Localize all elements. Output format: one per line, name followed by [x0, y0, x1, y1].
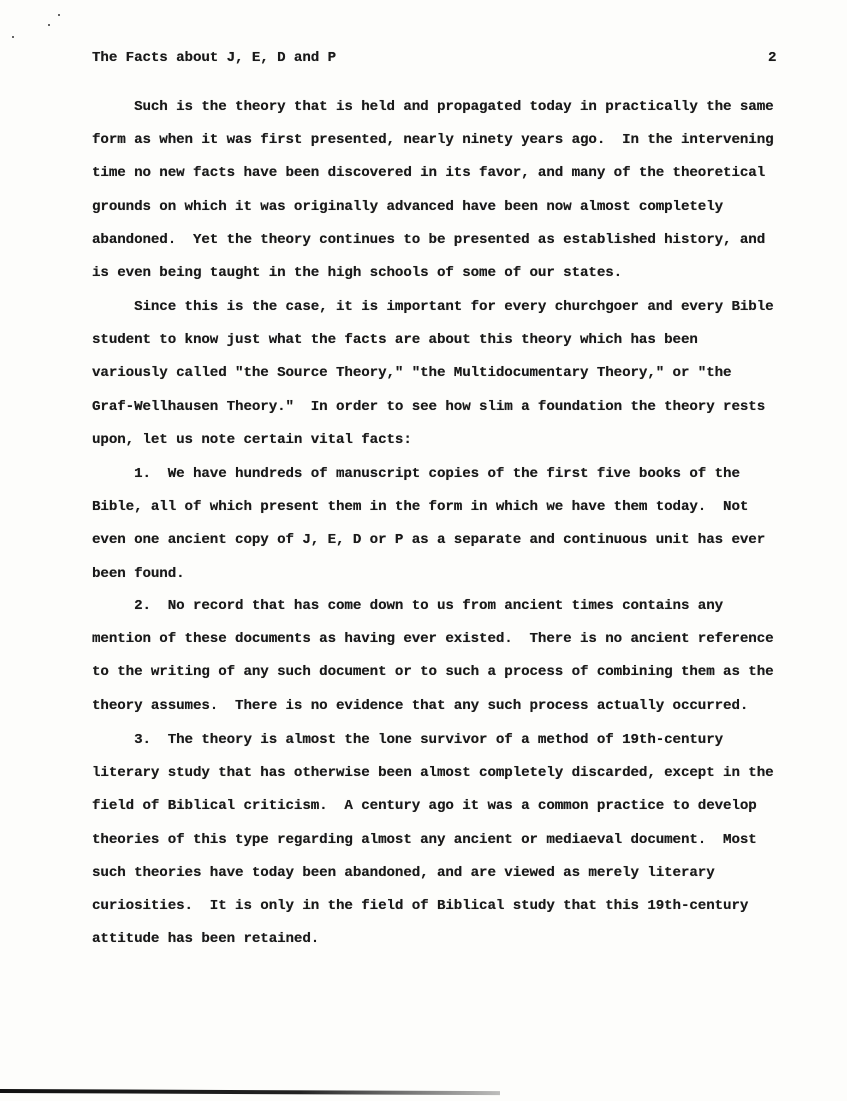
text-line: grounds on which it was originally advanced have been now almost completely — [92, 198, 724, 215]
paper-speck — [58, 14, 60, 16]
text-line: form as when it was first presented, nearly ninety years ago. In the intervening — [92, 132, 774, 149]
paper-speck — [12, 36, 14, 38]
text-line: is even being taught in the high schools of some of our states. — [92, 265, 623, 281]
text-line: upon, let us note certain vital facts: — [92, 431, 412, 448]
text-line: student to know just what the facts are about this theory which has been — [92, 332, 698, 349]
text-line: to the writing of any such document or to such a process of combining them as the — [92, 664, 774, 681]
paper-speck — [48, 24, 50, 26]
text-line: 3. The theory is almost the lone survivor of a method of 19th-century — [92, 732, 724, 748]
text-line: field of Biblical criticism. A century ago it was a common practice to develop — [92, 798, 757, 815]
page-number: 2 — [768, 50, 777, 66]
bottom-edge-rule — [0, 1089, 500, 1095]
text-line: 1. We have hundreds of manuscript copies of the first five books of the — [92, 466, 740, 482]
text-line: Such is the theory that is held and propagated today in practically the same — [92, 99, 774, 115]
text-line: attitude has been retained. — [92, 931, 320, 948]
text-line: theories of this type regarding almost any ancient or mediaeval document. Most — [92, 831, 757, 848]
text-line: time no new facts have been discovered in its favor, and many of the theoretical — [92, 165, 766, 182]
text-line: such theories have today been abandoned, and are viewed as merely literary — [92, 864, 715, 881]
text-line: abandoned. Yet the theory continues to be presented as established history, and — [92, 231, 766, 248]
text-line: Since this is the case, it is important for every churchgoer and every Bible — [92, 299, 774, 315]
text-line: theory assumes. There is no evidence that any such process actually occurred. — [92, 697, 749, 714]
text-line: Bible, all of which present them in the form in which we have them today. Not — [92, 499, 749, 516]
running-header-title: The Facts about J, E, D and P — [92, 50, 337, 66]
text-line: even one ancient copy of J, E, D or P as a separate and continuous unit has ever — [92, 532, 766, 549]
text-line: literary study that has otherwise been almost completely discarded, except in the — [92, 765, 774, 782]
text-line: curiosities. It is only in the field of Biblical study that this 19th-century — [92, 898, 749, 914]
text-line: variously called "the Source Theory," "the Multidocumentary Theory," or "the — [92, 365, 732, 382]
text-line: been found. — [92, 565, 185, 582]
text-line: mention of these documents as having ever existed. There is no ancient reference — [92, 631, 774, 648]
text-line: Graf-Wellhausen Theory." In order to see how slim a foundation the theory rests — [92, 398, 766, 415]
text-line: 2. No record that has come down to us from ancient times contains any — [92, 598, 724, 614]
